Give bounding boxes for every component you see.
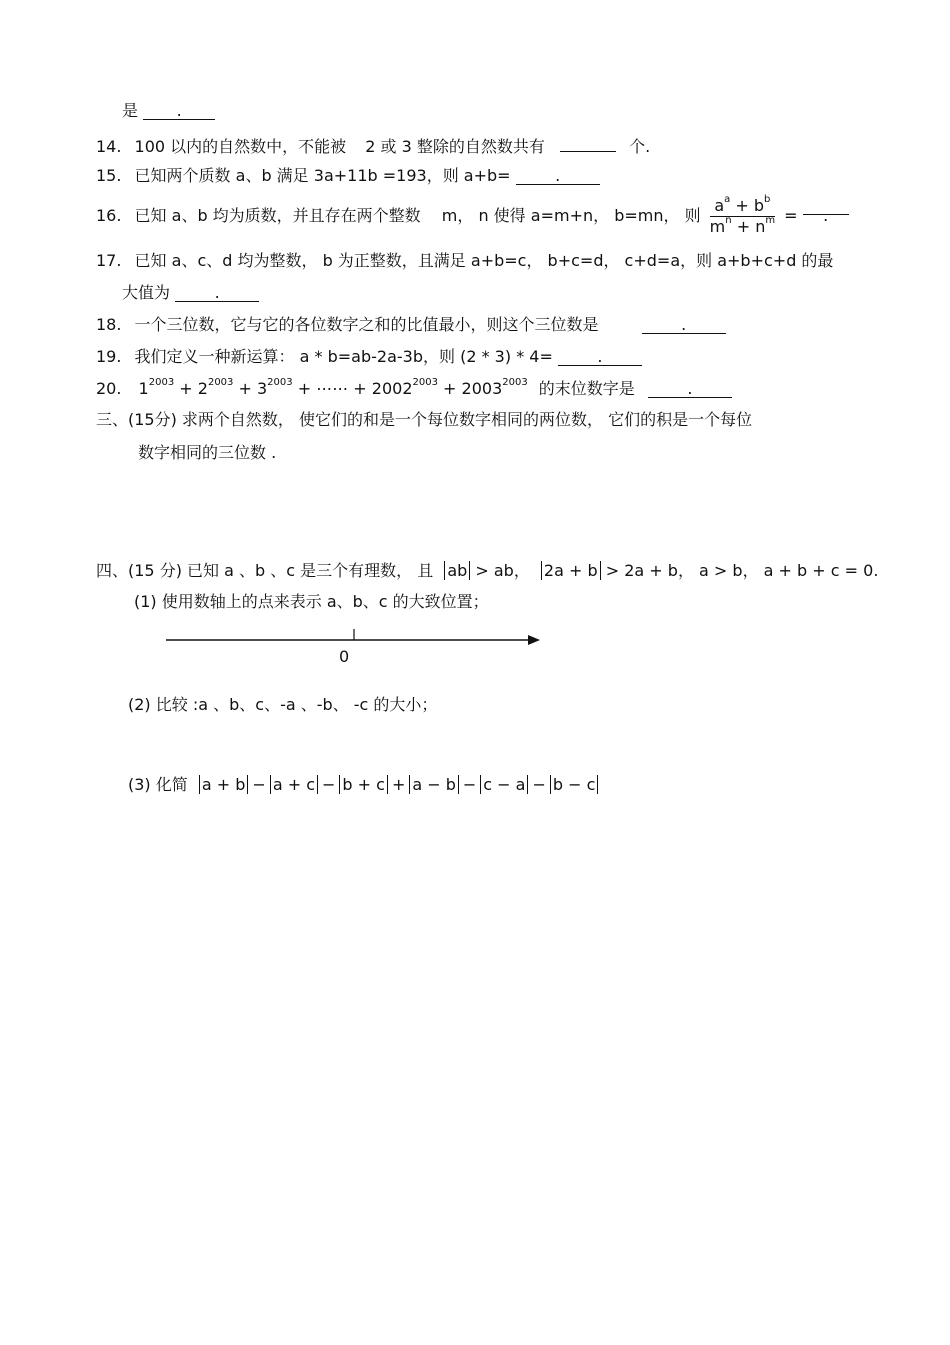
answer-blank[interactable]: .: [558, 347, 642, 366]
answer-blank[interactable]: [560, 133, 616, 152]
section-4-part2: (2) 比较 :a 、b、c、-a 、-b、 -c 的大小；: [128, 695, 438, 714]
operator: +: [391, 775, 406, 794]
section-3-line1: 三、(15分) 求两个自然数， 使它们的和是一个每位数字相同的两位数， 它们的积是一个每位: [96, 410, 753, 429]
question-text: 2 或 3 整除的自然数共有: [365, 137, 545, 156]
part3-label: (3) 化简: [128, 775, 188, 794]
absolute-value-term: a + c: [270, 775, 318, 794]
operator: −: [322, 775, 336, 794]
absolute-value: 2a + b: [541, 561, 601, 580]
q13-tail: [122, 101, 215, 121]
fraction-numerator: $a^a + b^b$: [710, 198, 775, 217]
question-number: 14.: [96, 137, 122, 156]
absolute-value-term: c − a: [480, 775, 528, 794]
question-text: 大值为: [122, 283, 171, 302]
number-line: [160, 625, 560, 655]
question-text: 已知两个质数 a、b 满足 3a+11b =193，则 a+b=: [134, 166, 511, 185]
equals-sign: =: [784, 206, 798, 225]
fraction: [709, 193, 776, 236]
question-number: 16.: [96, 206, 122, 225]
question-text: 的末位数字是: [538, 379, 635, 398]
question-number: 18.: [96, 315, 122, 334]
section-4-part1: (1) 使用数轴上的点来表示 a、b、c 的大致位置；: [134, 592, 489, 611]
question-text: 已知 a、c、d 均为整数， b 为正整数，且满足 a+b=c， b+c=d， c+d=a，则 a+b+c+d 的最: [134, 251, 834, 270]
operator: −: [462, 775, 477, 794]
question-text: 一个三位数，它与它的各位数字之和的比值最小，则这个三位数是: [134, 315, 599, 334]
absolute-value: ab: [444, 561, 470, 580]
answer-blank[interactable]: .: [175, 283, 259, 302]
answer-blank[interactable]: .: [803, 196, 849, 215]
power-sum-expression: $1^{2003} + 2^{2003} + 3^{2003}$ + ⋯⋯ + $2002^{2003} + 2003^{2003}$: [138, 376, 528, 398]
answer-blank[interactable]: .: [143, 101, 215, 120]
section-4-text: 四、(15 分) 已知 a 、b 、c 是三个有理数， 且: [96, 561, 434, 580]
operator: −: [252, 775, 266, 794]
section-4-part3: [128, 775, 598, 795]
question-number: 19.: [96, 347, 122, 366]
operator: −: [532, 775, 546, 794]
question-number: 17.: [96, 251, 122, 270]
absolute-value-term: b − c: [550, 775, 599, 794]
condition-text: > 2a + b， a > b， a + b + c = 0.: [600, 561, 879, 580]
fraction-denominator: $m^n + n^m$: [709, 214, 776, 236]
q13-tail-text: 是: [122, 101, 139, 120]
question-15: [96, 166, 600, 186]
absolute-value-term: a − b: [409, 775, 459, 794]
question-19: [96, 347, 642, 367]
question-17: [96, 251, 833, 271]
axis-zero-label: 0: [339, 647, 350, 666]
question-18: [96, 315, 726, 335]
question-text: 已知 a、b 均为质数，并且存在两个整数: [134, 206, 421, 225]
arrow-head-icon: [528, 635, 540, 645]
absolute-value-term: b + c: [339, 775, 388, 794]
question-number: 20.: [96, 379, 122, 398]
question-number: 15.: [96, 166, 122, 185]
section-3-line2: 数字相同的三位数 .: [138, 443, 277, 462]
section-4-intro: [96, 561, 878, 581]
question-20: [96, 376, 732, 399]
answer-blank[interactable]: .: [516, 166, 600, 185]
question-17-cont: [122, 283, 259, 303]
question-16: [96, 193, 849, 236]
condition-text: > ab，: [470, 561, 530, 580]
question-text: m， n 使得 a=m+n， b=mn， 则: [441, 206, 701, 225]
question-text: 100 以内的自然数中，不能被: [134, 137, 347, 156]
answer-blank[interactable]: .: [648, 379, 732, 398]
question-text: 我们定义一种新运算： a * b=ab-2a-3b，则 (2 * 3) * 4=: [134, 347, 553, 366]
simplify-expression: [199, 775, 599, 794]
absolute-value-term: a + b: [199, 775, 249, 794]
answer-blank[interactable]: .: [642, 315, 726, 334]
question-14: [96, 133, 650, 157]
question-text: 个.: [629, 137, 651, 156]
